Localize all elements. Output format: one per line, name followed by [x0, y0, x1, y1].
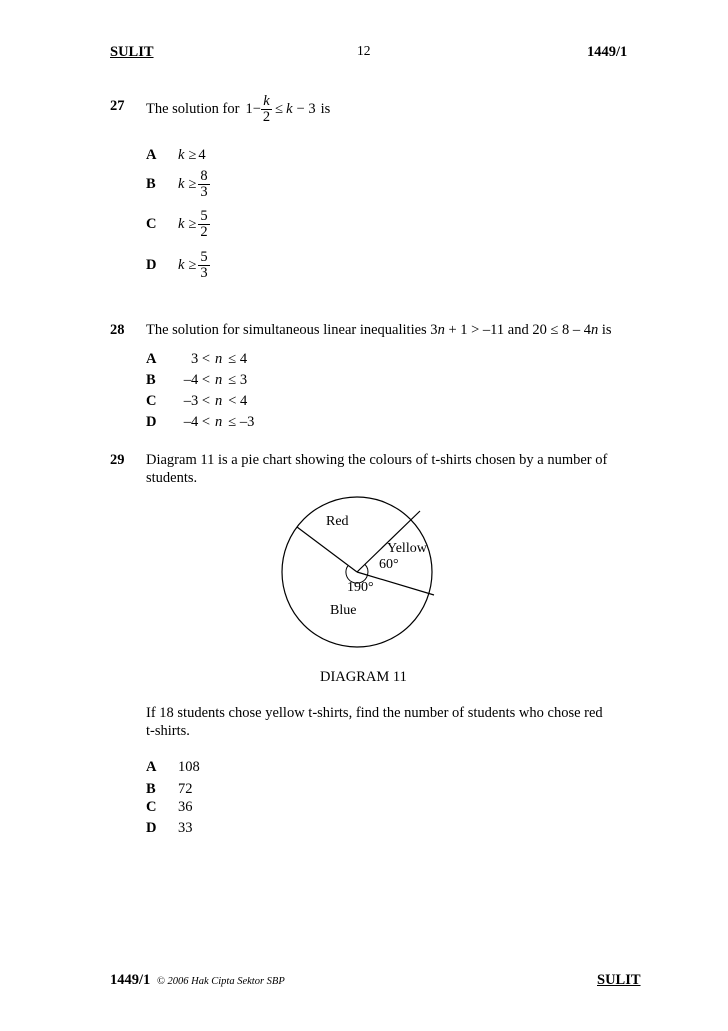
- q29-option-d: [146, 820, 193, 837]
- q28-stem-a: The solution for simultaneous linear inequalities 3: [146, 322, 438, 338]
- q27-tail: − 3: [296, 100, 316, 117]
- q28-option-b: [146, 372, 247, 389]
- q27-option-d-den: 3: [200, 264, 208, 281]
- q27-stem-prefix: The solution for: [146, 100, 240, 117]
- page-number: 12: [357, 43, 371, 58]
- angle-arc-yellow: [365, 564, 368, 575]
- q27-stem-suffix: is: [320, 100, 331, 117]
- q27-option-d-fraction: [198, 250, 209, 281]
- q28-option-b-left: –4 <: [183, 372, 210, 388]
- question-27-stem: [146, 87, 330, 131]
- q29-option-b: [146, 781, 193, 798]
- q28-option-b-letter: B: [146, 372, 156, 388]
- q29-option-d-value: 33: [178, 820, 193, 836]
- footer-copyright: © 2006 Hak Cipta Sektor SBP: [156, 976, 285, 987]
- q27-fraction: [261, 94, 272, 125]
- question-29-stem-line1: Diagram 11 is a pie chart showing the colours of t-shirts chosen by a number of: [146, 452, 608, 468]
- q27-frac-den: 2: [262, 108, 271, 125]
- q28-option-d: [146, 414, 254, 431]
- q28-option-c-left: –3 <: [183, 393, 210, 409]
- q28-option-d-left: –4 <: [183, 414, 210, 430]
- header-paper-code: 1449/1: [587, 44, 628, 60]
- q27-option-c-fraction: [198, 209, 209, 240]
- q29-question-line1: If 18 students chose yellow t-shirts, find the number of students who chose red: [146, 705, 603, 721]
- q27-option-a-letter: A: [146, 146, 157, 163]
- q28-stem-n1: n: [437, 322, 445, 338]
- q27-k: k: [286, 100, 293, 117]
- q28-option-a-var: n: [215, 351, 223, 367]
- q29-option-a: [146, 759, 200, 776]
- pie-angle-blue: 190°: [347, 580, 374, 595]
- q27-option-b-num: 8: [200, 167, 208, 184]
- q29-option-c-letter: C: [146, 799, 157, 815]
- q29-option-a-value: 108: [178, 759, 200, 775]
- q27-option-c-num: 5: [200, 207, 208, 224]
- footer-paper-code: 1449/1: [110, 972, 151, 988]
- q28-stem-b: + 1 > –11 and 20 ≤ 8 – 4: [444, 322, 592, 338]
- question-29-number: 29: [110, 452, 125, 468]
- q29-option-d-letter: D: [146, 820, 157, 836]
- q27-option-b: [146, 166, 210, 202]
- q27-option-d-letter: D: [146, 256, 157, 273]
- q27-option-c-letter: C: [146, 215, 157, 232]
- q27-option-b-fraction: [198, 169, 209, 200]
- q27-option-c-den: 2: [200, 223, 208, 240]
- q27-option-b-var: k: [178, 175, 185, 192]
- q28-option-c-letter: C: [146, 393, 157, 409]
- q27-option-a-value: 4: [198, 146, 206, 163]
- q28-option-d-var: n: [215, 414, 223, 430]
- pie-label-red: Red: [326, 514, 349, 529]
- q27-option-c-rel: ≥: [188, 215, 197, 232]
- q28-option-d-right: ≤ –3: [228, 414, 255, 430]
- q27-leq: ≤: [275, 100, 284, 117]
- q27-option-d-var: k: [178, 256, 185, 273]
- q27-expr-one: 1: [245, 100, 253, 117]
- q29-option-b-letter: B: [146, 781, 156, 797]
- footer-left: [110, 972, 285, 989]
- question-28-number: 28: [110, 322, 125, 338]
- question-28-stem: [146, 322, 612, 339]
- q28-option-a-letter: A: [146, 351, 157, 367]
- q29-option-c-value: 36: [178, 799, 193, 815]
- footer-sulit: SULIT: [597, 972, 641, 988]
- header-sulit: SULIT: [110, 44, 154, 60]
- q27-expr-minus: −: [252, 100, 261, 117]
- q27-frac-num: k: [261, 94, 272, 110]
- q28-option-a-left: 3 <: [190, 351, 210, 367]
- pie-label-blue: Blue: [330, 603, 357, 618]
- q29-question-line2: t-shirts.: [146, 723, 190, 739]
- q28-stem-n2: n: [591, 322, 599, 338]
- q27-option-d-rel: ≥: [188, 256, 197, 273]
- q28-option-c-right: < 4: [228, 393, 248, 409]
- q28-option-b-var: n: [215, 372, 223, 388]
- question-27-number: 27: [110, 98, 125, 114]
- q29-option-a-letter: A: [146, 759, 157, 775]
- q27-option-d: [146, 247, 210, 283]
- diagram-11-pie-chart: [280, 490, 446, 652]
- q28-option-d-letter: D: [146, 414, 157, 430]
- q27-option-b-den: 3: [200, 183, 208, 200]
- pie-label-yellow: Yellow: [387, 541, 427, 556]
- q27-option-d-num: 5: [200, 248, 208, 265]
- q27-option-b-rel: ≥: [188, 175, 197, 192]
- q29-option-b-value: 72: [178, 781, 193, 797]
- q28-option-a-right: ≤ 4: [228, 351, 248, 367]
- pie-angle-yellow: 60°: [379, 557, 399, 572]
- q29-option-c: [146, 799, 193, 816]
- q27-option-c-var: k: [178, 215, 185, 232]
- diagram-caption: DIAGRAM 11: [320, 669, 407, 685]
- q28-option-c: [146, 393, 247, 410]
- q27-option-a-var: k: [178, 146, 185, 163]
- q28-option-b-right: ≤ 3: [228, 372, 248, 388]
- q27-option-a-rel: ≥: [188, 146, 197, 163]
- q28-stem-c: is: [598, 322, 612, 338]
- q28-option-a: [146, 351, 247, 368]
- q27-option-b-letter: B: [146, 175, 156, 192]
- q28-option-c-var: n: [215, 393, 223, 409]
- q27-option-c: [146, 206, 210, 242]
- q27-option-a: [146, 145, 206, 165]
- question-29-stem-line2: students.: [146, 470, 198, 486]
